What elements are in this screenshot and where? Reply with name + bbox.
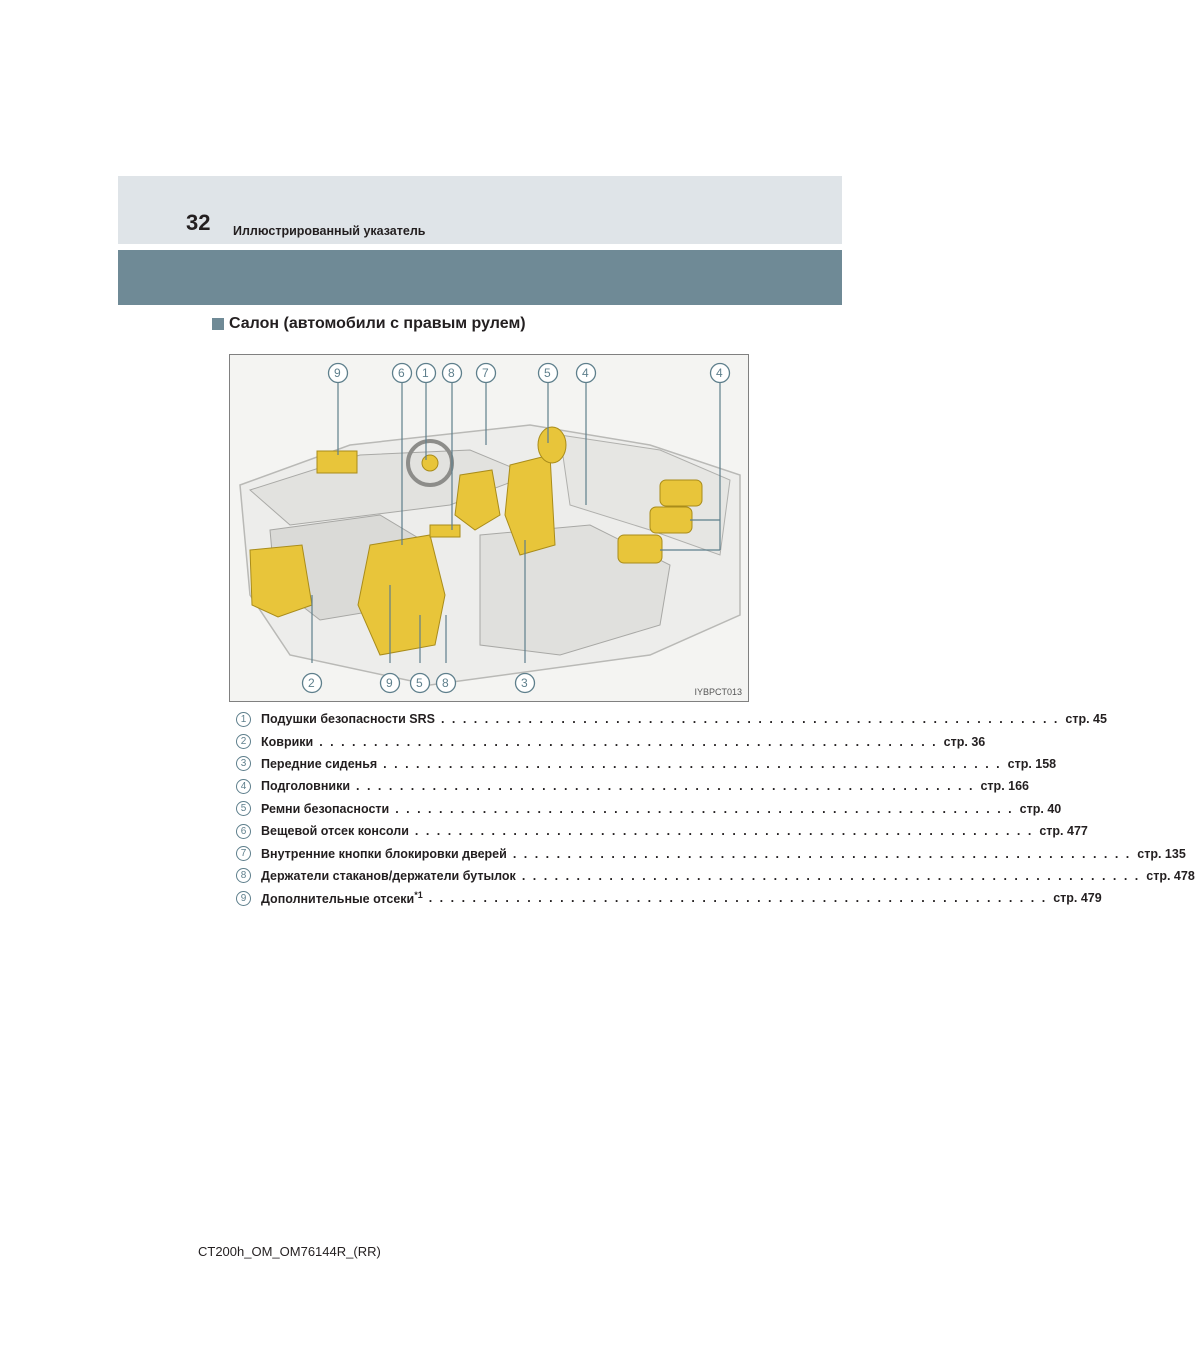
item-number: 6 xyxy=(236,824,251,839)
callout-top-1: 9 xyxy=(334,366,341,380)
item-number: 8 xyxy=(236,868,251,883)
item-label: Подголовники xyxy=(261,779,351,794)
figure-code: IYBPCT013 xyxy=(694,687,742,697)
item-page: стр. 478 xyxy=(1146,868,1195,883)
dot-leader: . . . . . . . . . . . . . . . . . . . . . . . . . . . . . . . . . . . . . . . . . . . . . . . . . . . . . . . . . xyxy=(383,756,1002,771)
callout-top-8: 4 xyxy=(716,366,723,380)
item-label: Подушки безопасности SRS xyxy=(261,712,435,727)
item-page: стр. 479 xyxy=(1053,891,1102,906)
list-item xyxy=(236,708,1107,730)
list-item xyxy=(236,798,1062,820)
list-item xyxy=(236,730,986,752)
interior-illustration xyxy=(229,354,749,702)
item-number: 2 xyxy=(236,734,251,749)
item-page: стр. 40 xyxy=(1019,801,1062,816)
dot-leader: . . . . . . . . . . . . . . . . . . . . . . . . . . . . . . . . . . . . . . . . . . . . . . . . . . . . . . . . . xyxy=(414,824,1034,839)
item-number: 4 xyxy=(236,779,251,794)
item-label: Ремни безопасности xyxy=(261,801,390,816)
dot-leader: . . . . . . . . . . . . . . . . . . . . . . . . . . . . . . . . . . . . . . . . . . . . . . . . . . . . . . . . . xyxy=(512,846,1132,861)
item-number: 1 xyxy=(236,712,251,727)
page-number: 32 xyxy=(186,210,211,235)
callout-bottom-5: 3 xyxy=(521,676,528,690)
item-number: 3 xyxy=(236,756,251,771)
section-band xyxy=(118,250,842,305)
list-item xyxy=(236,753,1057,775)
dot-leader: . . . . . . . . . . . . . . . . . . . . . . . . . . . . . . . . . . . . . . . . . . . . . . . . . . . . . . . . . xyxy=(319,734,938,749)
callout-bottom-3: 5 xyxy=(416,676,423,690)
callout-bottom-4: 8 xyxy=(442,676,449,690)
dot-leader: . . . . . . . . . . . . . . . . . . . . . . . . . . . . . . . . . . . . . . . . . . . . . . . . . . . . . . . . . xyxy=(428,891,1048,906)
item-label xyxy=(261,890,423,906)
callout-top-4: 8 xyxy=(448,366,455,380)
item-label: Передние сиденья xyxy=(261,756,378,771)
item-page: стр. 45 xyxy=(1065,712,1107,727)
item-number: 9 xyxy=(236,891,251,906)
header-band xyxy=(118,176,842,244)
item-list xyxy=(236,708,1195,910)
callout-top-6: 5 xyxy=(544,366,551,380)
list-item xyxy=(236,887,1102,909)
item-page: стр. 477 xyxy=(1039,824,1088,839)
list-item xyxy=(236,820,1088,842)
section-square-icon xyxy=(212,318,224,330)
callout-top-7: 4 xyxy=(582,366,589,380)
callout-top-3: 1 xyxy=(422,366,429,380)
list-item xyxy=(236,865,1195,887)
list-item xyxy=(236,775,1029,797)
dot-leader: . . . . . . . . . . . . . . . . . . . . . . . . . . . . . . . . . . . . . . . . . . . . . . . . . . . . . . . . . xyxy=(521,868,1141,883)
item-label: Коврики xyxy=(261,734,314,749)
item-page: стр. 36 xyxy=(943,734,986,749)
footnote-marker: *1 xyxy=(414,890,423,901)
callout-bottom-2: 9 xyxy=(386,676,393,690)
callout-top-2: 6 xyxy=(398,366,405,380)
callout-top-5: 7 xyxy=(482,366,489,380)
list-item xyxy=(236,842,1186,864)
item-label: Внутренние кнопки блокировки дверей xyxy=(261,846,507,861)
item-number: 7 xyxy=(236,846,251,861)
item-label: Держатели стаканов/держатели бутылок xyxy=(261,868,516,883)
section-title: Салон (автомобили с правым рулем) xyxy=(229,315,526,332)
item-label-text: Дополнительные отсеки xyxy=(261,892,415,907)
item-number: 5 xyxy=(236,801,251,816)
dot-leader: . . . . . . . . . . . . . . . . . . . . . . . . . . . . . . . . . . . . . . . . . . . . . . . . . . . . . . . . . xyxy=(440,712,1060,727)
dot-leader: . . . . . . . . . . . . . . . . . . . . . . . . . . . . . . . . . . . . . . . . . . . . . . . . . . . . . . . . . xyxy=(395,801,1014,816)
footer-doc-id: CT200h_OM_OM76144R_(RR) xyxy=(198,1244,381,1259)
chapter-title: Иллюстрированный указатель xyxy=(233,224,426,238)
item-page: стр. 158 xyxy=(1007,756,1057,771)
item-page: стр. 135 xyxy=(1137,846,1186,861)
item-label: Вещевой отсек консоли xyxy=(261,824,409,839)
callout-bottom-1: 2 xyxy=(308,676,315,690)
item-page: стр. 166 xyxy=(980,779,1029,794)
dot-leader: . . . . . . . . . . . . . . . . . . . . . . . . . . . . . . . . . . . . . . . . . . . . . . . . . . . . . . . . . xyxy=(356,779,975,794)
